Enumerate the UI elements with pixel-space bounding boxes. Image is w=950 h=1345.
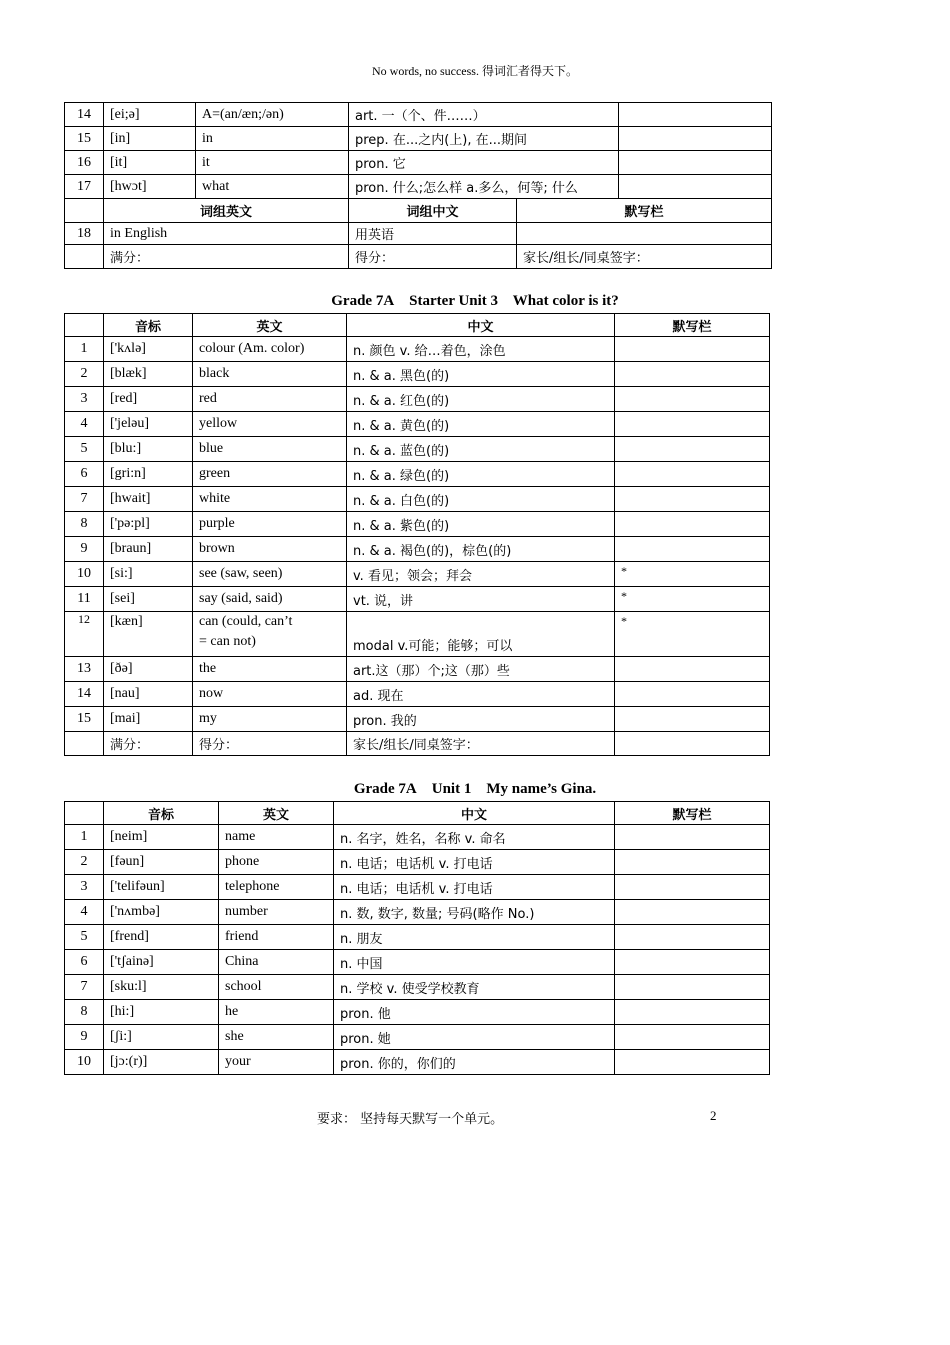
dictation-cell (615, 412, 770, 437)
english-line-1: can (could, can’t (199, 614, 293, 629)
chinese-cell: n. & a. 褐色(的)，棕色(的) (347, 537, 615, 562)
row-number: 7 (65, 487, 104, 512)
row-number: 15 (65, 707, 104, 732)
phrase-english-header: 词组英文 (104, 199, 349, 223)
table-row (65, 925, 770, 950)
table-row (65, 437, 770, 462)
row-number: 7 (65, 975, 104, 1000)
chinese-cell: n. & a. 紫色(的) (347, 512, 615, 537)
table-row (65, 1025, 770, 1050)
english-cell: school (219, 975, 334, 1000)
row-number: 17 (65, 175, 104, 199)
phonetic-cell: [jɔ:(r)] (104, 1050, 219, 1075)
english-cell: colour (Am. color) (193, 337, 347, 362)
chinese-cell: vt. 说，讲 (347, 587, 615, 612)
table-row (65, 562, 770, 587)
chinese-cell: art. 一（个、件……） (349, 103, 619, 127)
footer-requirement: 要求： 坚持每天默写一个单元。 (317, 1112, 504, 1127)
english-cell: white (193, 487, 347, 512)
phonetic-cell: [fəun] (104, 850, 219, 875)
phonetic-cell: ['nʌmbə] (104, 900, 219, 925)
dictation-cell (615, 707, 770, 732)
english-cell: China (219, 950, 334, 975)
phonetic-cell: [sku:l] (104, 975, 219, 1000)
phrase-dictation-header: 默写栏 (517, 199, 772, 223)
english-cell: A=(an/æn;/ən) (196, 103, 349, 127)
vocab-table-unit-1 (64, 801, 770, 1075)
table-row (65, 175, 772, 199)
header-number (65, 314, 104, 337)
english-cell: my (193, 707, 347, 732)
phonetic-cell: ['jeləu] (104, 412, 193, 437)
vocab-table-continued (64, 102, 772, 269)
table-row (65, 612, 770, 657)
table-row (65, 362, 770, 387)
table2-body (65, 337, 770, 756)
dictation-cell (615, 537, 770, 562)
english-cell: your (219, 1050, 334, 1075)
table-row (65, 682, 770, 707)
phrase-row (65, 223, 772, 245)
dictation-cell (615, 657, 770, 682)
title-topic: My name’s Gina. (486, 781, 597, 797)
full-score-label: 满分： (104, 245, 349, 269)
table-header-row (65, 802, 770, 825)
chinese-cell: n. 数, 数字, 数量; 号码(略作 No.) (334, 900, 615, 925)
chinese-cell: modal v.可能；能够；可以 (347, 612, 615, 657)
dictation-cell (619, 151, 772, 175)
dictation-cell (615, 462, 770, 487)
table-row (65, 1000, 770, 1025)
english-cell: say (said, said) (193, 587, 347, 612)
phonetic-cell: [blu:] (104, 437, 193, 462)
header-english: 英文 (193, 314, 347, 337)
row-number: 10 (65, 562, 104, 587)
dictation-cell (615, 950, 770, 975)
dictation-cell: * (615, 562, 770, 587)
table1-body (65, 103, 772, 269)
row-number: 18 (65, 223, 104, 245)
dictation-cell (615, 1025, 770, 1050)
score-label: 得分： (193, 732, 347, 756)
header-motto-en: No words, no success. (371, 64, 479, 78)
table-row (65, 875, 770, 900)
english-cell: number (219, 900, 334, 925)
table-row (65, 850, 770, 875)
header-dictation: 默写栏 (615, 802, 770, 825)
chinese-cell: n. 中国 (334, 950, 615, 975)
table-row (65, 587, 770, 612)
blank-cell (65, 199, 104, 223)
section-title-starter-unit-3 (0, 293, 950, 310)
row-number: 8 (65, 1000, 104, 1025)
table-row (65, 337, 770, 362)
chinese-cell: n. & a. 蓝色(的) (347, 437, 615, 462)
row-number: 6 (65, 950, 104, 975)
english-cell: name (219, 825, 334, 850)
english-cell (193, 612, 347, 657)
english-cell: purple (193, 512, 347, 537)
dictation-cell (615, 850, 770, 875)
row-number: 14 (65, 103, 104, 127)
english-cell: black (193, 362, 347, 387)
header-motto-cn: 得词汇者得天下。 (481, 64, 578, 78)
signature-label: 家长/组长/同桌签字： (347, 732, 615, 756)
full-score-label: 满分： (104, 732, 193, 756)
row-number: 8 (65, 512, 104, 537)
chinese-cell: n. 电话；电话机 v. 打电话 (334, 850, 615, 875)
chinese-cell: pron. 它 (349, 151, 619, 175)
row-number: 12 (65, 612, 104, 657)
english-cell: what (196, 175, 349, 199)
english-cell: it (196, 151, 349, 175)
phonetic-cell: [nau] (104, 682, 193, 707)
phonetic-cell: [ei;ə] (104, 103, 196, 127)
header-ipa: 音标 (104, 802, 219, 825)
english-cell: phone (219, 850, 334, 875)
row-number: 5 (65, 925, 104, 950)
chinese-cell: n. & a. 黄色(的) (347, 412, 615, 437)
english-cell: green (193, 462, 347, 487)
dictation-cell (619, 127, 772, 151)
blank-cell (615, 732, 770, 756)
dictation-cell (615, 337, 770, 362)
dictation-cell (615, 1000, 770, 1025)
chinese-cell: n. 朋友 (334, 925, 615, 950)
table-row (65, 1050, 770, 1075)
row-number: 1 (65, 337, 104, 362)
phonetic-cell: [mai] (104, 707, 193, 732)
table-row (65, 151, 772, 175)
phonetic-cell: [frend] (104, 925, 219, 950)
english-cell: she (219, 1025, 334, 1050)
table-row (65, 950, 770, 975)
chinese-cell: v. 看见；领会；拜会 (347, 562, 615, 587)
title-topic: What color is it? (512, 293, 619, 309)
phonetic-cell: [in] (104, 127, 196, 151)
chinese-cell: n. & a. 白色(的) (347, 487, 615, 512)
header-chinese: 中文 (347, 314, 615, 337)
english-cell: red (193, 387, 347, 412)
table-row (65, 512, 770, 537)
blank-cell (65, 245, 104, 269)
english-cell: see (saw, seen) (193, 562, 347, 587)
row-number: 1 (65, 825, 104, 850)
english-cell: in (196, 127, 349, 151)
phonetic-cell: ['telifəun] (104, 875, 219, 900)
row-number: 2 (65, 362, 104, 387)
english-cell: telephone (219, 875, 334, 900)
dictation-cell (615, 387, 770, 412)
table-row (65, 412, 770, 437)
phonetic-cell: [ʃi:] (104, 1025, 219, 1050)
dictation-cell (615, 825, 770, 850)
phrase-header-row (65, 199, 772, 223)
dictation-cell (615, 362, 770, 387)
table-header-row (65, 314, 770, 337)
dictation-cell (615, 682, 770, 707)
header-ipa: 音标 (104, 314, 193, 337)
row-number: 9 (65, 1025, 104, 1050)
phonetic-cell: [red] (104, 387, 193, 412)
chinese-cell: pron. 她 (334, 1025, 615, 1050)
score-row (65, 732, 770, 756)
english-line-2: = can not) (199, 634, 256, 649)
title-unit: Unit 1 (431, 781, 472, 797)
english-cell: now (193, 682, 347, 707)
english-cell: the (193, 657, 347, 682)
dictation-cell: * (615, 587, 770, 612)
table-row (65, 900, 770, 925)
dictation-cell: * (615, 612, 770, 657)
phonetic-cell: [gri:n] (104, 462, 193, 487)
phonetic-cell: [blæk] (104, 362, 193, 387)
chinese-cell: ad. 现在 (347, 682, 615, 707)
chinese-cell: n. 电话；电话机 v. 打电话 (334, 875, 615, 900)
vocab-table-starter-unit-3 (64, 313, 770, 756)
page-number: 2 (710, 1108, 717, 1123)
row-number: 11 (65, 587, 104, 612)
english-cell: friend (219, 925, 334, 950)
phonetic-cell: [hwait] (104, 487, 193, 512)
row-number: 6 (65, 462, 104, 487)
table-row (65, 537, 770, 562)
phonetic-cell: ['pə:pl] (104, 512, 193, 537)
title-grade: Grade 7A (331, 293, 395, 309)
dictation-cell (615, 437, 770, 462)
phonetic-cell: [si:] (104, 562, 193, 587)
table-row (65, 462, 770, 487)
dictation-cell (615, 875, 770, 900)
dictation-cell (619, 103, 772, 127)
phonetic-cell: [hwɔt] (104, 175, 196, 199)
phonetic-cell: [ðə] (104, 657, 193, 682)
header-english: 英文 (219, 802, 334, 825)
chinese-cell: pron. 我的 (347, 707, 615, 732)
phonetic-cell: [braun] (104, 537, 193, 562)
row-number: 5 (65, 437, 104, 462)
english-cell: blue (193, 437, 347, 462)
signature-label: 家长/组长/同桌签字： (517, 245, 772, 269)
chinese-cell: n. 颜色 v. 给…着色，涂色 (347, 337, 615, 362)
title-unit: Starter Unit 3 (409, 293, 499, 309)
english-cell: brown (193, 537, 347, 562)
header-number (65, 802, 104, 825)
phrase-english-cell: in English (104, 223, 349, 245)
dictation-cell (615, 975, 770, 1000)
table-row (65, 387, 770, 412)
chinese-cell: pron. 他 (334, 1000, 615, 1025)
phonetic-cell: [neim] (104, 825, 219, 850)
row-number: 2 (65, 850, 104, 875)
dictation-cell (615, 512, 770, 537)
row-number: 16 (65, 151, 104, 175)
page-header (0, 62, 950, 79)
english-cell: yellow (193, 412, 347, 437)
chinese-cell: n. & a. 绿色(的) (347, 462, 615, 487)
chinese-cell: n. 名字，姓名，名称 v. 命名 (334, 825, 615, 850)
score-label: 得分： (349, 245, 517, 269)
row-number: 4 (65, 412, 104, 437)
phrase-chinese-cell: 用英语 (349, 223, 517, 245)
chinese-cell: pron. 你的，你们的 (334, 1050, 615, 1075)
table-row (65, 103, 772, 127)
phonetic-cell: [sei] (104, 587, 193, 612)
dictation-cell (615, 925, 770, 950)
row-number: 3 (65, 875, 104, 900)
chinese-cell: prep. 在...之内(上), 在...期间 (349, 127, 619, 151)
row-number: 13 (65, 657, 104, 682)
dictation-cell (517, 223, 772, 245)
dictation-cell (615, 900, 770, 925)
phonetic-cell: [hi:] (104, 1000, 219, 1025)
dictation-cell (615, 487, 770, 512)
row-number: 10 (65, 1050, 104, 1075)
phonetic-cell: ['tʃainə] (104, 950, 219, 975)
chinese-cell: n. & a. 红色(的) (347, 387, 615, 412)
table-row (65, 707, 770, 732)
title-grade: Grade 7A (353, 781, 417, 797)
header-dictation: 默写栏 (615, 314, 770, 337)
dictation-cell (619, 175, 772, 199)
phonetic-cell: [it] (104, 151, 196, 175)
table-row (65, 825, 770, 850)
header-chinese: 中文 (334, 802, 615, 825)
section-title-unit-1 (0, 781, 950, 798)
row-number: 15 (65, 127, 104, 151)
table-row (65, 657, 770, 682)
row-number: 9 (65, 537, 104, 562)
chinese-cell: n. & a. 黑色(的) (347, 362, 615, 387)
phonetic-cell: ['kʌlə] (104, 337, 193, 362)
table3-body (65, 825, 770, 1075)
table-row (65, 487, 770, 512)
row-number: 14 (65, 682, 104, 707)
table-row (65, 975, 770, 1000)
score-row (65, 245, 772, 269)
row-number: 4 (65, 900, 104, 925)
chinese-cell: art.这（那）个;这（那）些 (347, 657, 615, 682)
chinese-cell: n. 学校 v. 使受学校教育 (334, 975, 615, 1000)
chinese-cell: pron. 什么;怎么样 a.多么，何等; 什么 (349, 175, 619, 199)
table-row (65, 127, 772, 151)
blank-cell (65, 732, 104, 756)
phrase-chinese-header: 词组中文 (349, 199, 517, 223)
dictation-cell (615, 1050, 770, 1075)
phonetic-cell: [kæn] (104, 612, 193, 657)
english-cell: he (219, 1000, 334, 1025)
row-number: 3 (65, 387, 104, 412)
